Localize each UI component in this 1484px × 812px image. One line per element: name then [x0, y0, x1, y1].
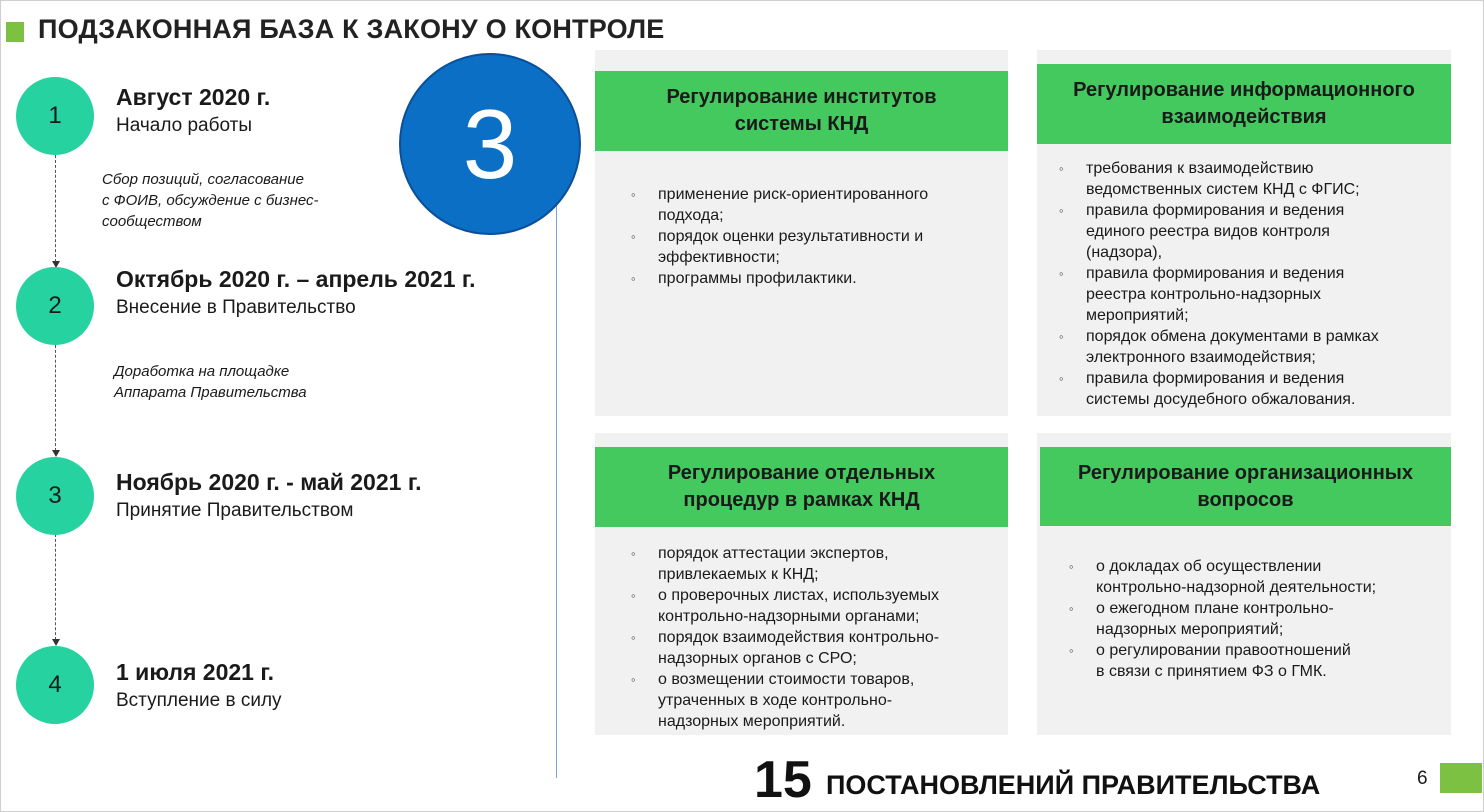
step-date: Август 2020 г. — [116, 84, 271, 110]
card-header: Регулирование информационного взаимодействия — [1037, 64, 1451, 144]
step-description: Внесение в Правительство — [116, 297, 356, 318]
page-accent-bar — [1440, 763, 1482, 793]
list-item: ◦ программы профилактики. — [631, 268, 1001, 289]
page-number: 6 — [1417, 768, 1428, 789]
step-number-circle: 4 — [16, 646, 94, 724]
arrow-down-icon — [52, 639, 60, 646]
list-item: ◦ о докладах об осуществлении контрольно-надзорной деятельности; — [1069, 556, 1445, 598]
step-number-circle: 2 — [16, 267, 94, 345]
card-item-list — [1059, 158, 1445, 410]
timeline-note: Сбор позиций, согласование с ФОИВ, обсуждение с бизнес- сообществом — [102, 171, 319, 230]
step-description: Вступление в силу — [116, 690, 282, 711]
list-item: ◦ правила формирования и ведения системы досудебного обжалования. — [1059, 368, 1445, 410]
resolutions-count: 15 — [754, 751, 812, 809]
card-header: Регулирование институтов системы КНД — [595, 71, 1008, 151]
list-item: ◦ правила формирования и ведения единого реестра видов контроля (надзора), — [1059, 200, 1445, 263]
list-item: ◦ порядок обмена документами в рамках электронного взаимодействия; — [1059, 326, 1445, 368]
card-organizational — [1037, 433, 1451, 735]
page-title: ПОДЗАКОННАЯ БАЗА К ЗАКОНУ О КОНТРОЛЕ — [38, 14, 665, 44]
step-description: Начало работы — [116, 115, 253, 136]
list-item: ◦ порядок взаимодействия контрольно- надзорных органов с СРО; — [631, 627, 1003, 669]
card-procedures — [595, 433, 1008, 735]
list-item: ◦ порядок аттестации экспертов, привлекаемых к КНД; — [631, 543, 1003, 585]
card-information-interaction — [1037, 50, 1451, 416]
card-item-list — [1069, 556, 1445, 682]
timeline-connector — [55, 155, 56, 262]
title-accent-bar — [6, 22, 24, 42]
timeline-connector — [55, 534, 56, 640]
list-item: ◦ применение риск-ориентированного подхода; — [631, 184, 1001, 226]
step-number-circle: 1 — [16, 77, 94, 155]
list-item: ◦ правила формирования и ведения реестра контрольно-надзорных мероприятий; — [1059, 263, 1445, 326]
timeline-note: Доработка на площадке Аппарата Правительства — [114, 363, 307, 401]
list-item: ◦ порядок оценки результативности и эффективности; — [631, 226, 1001, 268]
step-date: Октябрь 2020 г. – апрель 2021 г. — [116, 266, 476, 292]
card-header: Регулирование организационных вопросов — [1040, 447, 1451, 526]
card-item-list — [631, 543, 1003, 732]
step-number-circle: 3 — [16, 457, 94, 535]
card-header: Регулирование отдельных процедур в рамках КНД — [595, 447, 1008, 527]
list-item: ◦ о возмещении стоимости товаров, утраченных в ходе контрольно- надзорных мероприятий. — [631, 669, 1003, 732]
list-item: ◦ о регулировании правоотношений в связи с принятием ФЗ о ГМК. — [1069, 640, 1445, 682]
card-institutions — [595, 50, 1008, 416]
timeline-connector — [55, 345, 56, 451]
card-item-list — [631, 184, 1001, 289]
list-item: ◦ требования к взаимодействию ведомственных систем КНД с ФГИС; — [1059, 158, 1445, 200]
list-item: ◦ о проверочных листах, используемых контрольно-надзорными органами; — [631, 585, 1003, 627]
arrow-down-icon — [52, 450, 60, 457]
vertical-divider — [556, 200, 557, 778]
list-item: ◦ о ежегодном плане контрольно- надзорных мероприятий; — [1069, 598, 1445, 640]
step-date: 1 июля 2021 г. — [116, 659, 275, 685]
stage-badge: 3 — [399, 53, 581, 235]
resolutions-label: ПОСТАНОВЛЕНИЙ ПРАВИТЕЛЬСТВА — [826, 770, 1321, 800]
step-date: Ноябрь 2020 г. - май 2021 г. — [116, 469, 422, 495]
step-description: Принятие Правительством — [116, 500, 354, 521]
